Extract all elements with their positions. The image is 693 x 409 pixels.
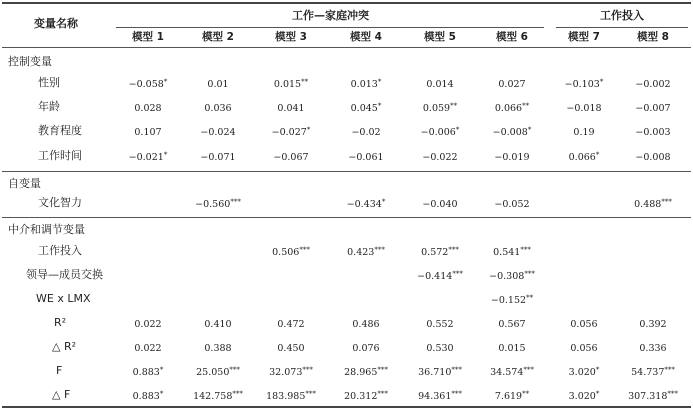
section-control: 控制变量 [8, 55, 52, 68]
significance-stars: *** [229, 366, 240, 374]
table-cell: 0.541*** [493, 246, 531, 258]
table-cell: 0.336 [639, 343, 667, 354]
bottom-rule [2, 406, 691, 408]
table-cell: 0.472 [277, 319, 305, 330]
model-header-2: 模型 2 [202, 31, 234, 43]
significance-stars: *** [232, 390, 243, 398]
significance-stars: ** [301, 78, 309, 86]
table-cell: −0.008 [635, 152, 671, 163]
row-label: 工作投入 [38, 244, 82, 257]
table-cell: 0.883* [132, 366, 164, 378]
model-header-7: 模型 7 [568, 31, 600, 43]
table-cell: 0.066** [494, 102, 530, 114]
significance-stars: *** [305, 390, 316, 398]
significance-stars: *** [451, 390, 462, 398]
significance-stars: * [527, 126, 532, 134]
table-cell: 3.020* [568, 366, 600, 378]
table-cell: 0.015 [498, 343, 526, 354]
significance-stars: *** [448, 246, 459, 254]
table-cell: 0.486 [352, 319, 380, 330]
row-label: R² [54, 316, 67, 329]
table-cell: −0.007 [635, 103, 671, 114]
table-cell: −0.003 [635, 127, 671, 138]
group-rule-engage [556, 27, 688, 28]
section-rule-independent [2, 171, 691, 172]
table-cell: 0.506*** [272, 246, 310, 258]
table-cell: 54.737*** [631, 366, 675, 378]
section-mediator: 中介和调节变量 [8, 223, 85, 236]
table-cell: 0.392 [639, 319, 667, 330]
table-cell: −0.019 [494, 152, 530, 163]
table-cell: 142.758*** [193, 390, 243, 402]
significance-stars: * [455, 126, 460, 134]
table-cell: −0.052 [494, 199, 530, 210]
table-cell: 34.574*** [490, 366, 534, 378]
table-cell: 0.059** [422, 102, 458, 114]
significance-stars: ** [450, 102, 458, 110]
row-label: 教育程度 [38, 124, 82, 137]
table-cell: 0.19 [573, 127, 595, 138]
table-cell: 0.056 [570, 319, 598, 330]
table-cell: 0.066* [568, 151, 600, 163]
row-label: △ F [52, 388, 71, 401]
row-label: 工作时间 [38, 149, 82, 162]
table-cell: 0.410 [204, 319, 232, 330]
significance-stars: * [163, 78, 168, 86]
row-label: △ R² [52, 340, 77, 353]
header-group-engage: 工作投入 [600, 9, 644, 22]
model-header-1: 模型 1 [132, 31, 164, 43]
row-label: WE x LMX [36, 292, 91, 305]
significance-stars: *** [299, 246, 310, 254]
table-cell: 0.014 [426, 79, 454, 90]
significance-stars: *** [664, 366, 675, 374]
table-cell: 36.710*** [418, 366, 462, 378]
significance-stars: ** [522, 102, 530, 110]
significance-stars: * [377, 78, 382, 86]
significance-stars: *** [523, 366, 534, 374]
significance-stars: * [159, 366, 164, 374]
significance-stars: * [595, 151, 600, 159]
row-label: 性别 [38, 76, 60, 89]
table-cell: 0.022 [134, 319, 162, 330]
table-cell: 94.361*** [418, 390, 462, 402]
significance-stars: *** [452, 270, 463, 278]
table-cell: −0.414*** [417, 270, 463, 282]
table-cell: −0.008* [492, 126, 532, 138]
table-cell: 0.076 [352, 343, 380, 354]
table-cell: 0.028 [134, 103, 162, 114]
table-cell: 0.567 [498, 319, 526, 330]
table-cell: −0.027* [271, 126, 311, 138]
table-cell: 183.985*** [266, 390, 316, 402]
significance-stars: *** [302, 366, 313, 374]
table-cell: 3.020* [568, 390, 600, 402]
table-cell: −0.040 [422, 199, 458, 210]
significance-stars: * [159, 390, 164, 398]
significance-stars: * [163, 151, 168, 159]
significance-stars: *** [667, 390, 678, 398]
table-cell: 0.423*** [347, 246, 385, 258]
table-cell: 0.041 [277, 103, 305, 114]
table-cell: 0.388 [204, 343, 232, 354]
table-cell: 0.022 [134, 343, 162, 354]
table-cell: −0.061 [348, 152, 384, 163]
table-cell: 0.027 [498, 79, 526, 90]
table-cell: 32.073*** [269, 366, 313, 378]
significance-stars: *** [524, 270, 535, 278]
table-cell: −0.058* [128, 78, 168, 90]
row-label: 文化智力 [38, 196, 82, 209]
table-cell: −0.021* [128, 151, 168, 163]
significance-stars: * [306, 126, 311, 134]
row-label: 年龄 [38, 100, 60, 113]
top-rule [2, 2, 691, 4]
table-cell: 25.050*** [196, 366, 240, 378]
table-cell: 0.883* [132, 390, 164, 402]
significance-stars: * [381, 198, 386, 206]
table-cell: 20.312*** [344, 390, 388, 402]
significance-stars: * [595, 390, 600, 398]
table-cell: 7.619** [494, 390, 530, 402]
table-cell: 0.107 [134, 127, 162, 138]
table-cell: 0.450 [277, 343, 305, 354]
table-cell: 0.045* [350, 102, 382, 114]
table-cell: −0.024 [200, 127, 236, 138]
table-cell: −0.002 [635, 79, 671, 90]
row-label: F [56, 364, 63, 377]
model-header-6: 模型 6 [496, 31, 528, 43]
table-cell: −0.560*** [195, 198, 241, 210]
header-bottom-rule [2, 47, 691, 48]
table-cell: 0.056 [570, 343, 598, 354]
significance-stars: *** [374, 246, 385, 254]
group-rule-wfc [116, 27, 544, 28]
significance-stars: ** [526, 294, 534, 302]
significance-stars: *** [451, 366, 462, 374]
table-cell: 28.965*** [344, 366, 388, 378]
table-cell: −0.006* [420, 126, 460, 138]
significance-stars: *** [661, 198, 672, 206]
significance-stars: *** [377, 390, 388, 398]
table-cell: 0.013* [350, 78, 382, 90]
model-header-4: 模型 4 [350, 31, 382, 43]
model-header-5: 模型 5 [424, 31, 456, 43]
model-header-3: 模型 3 [275, 31, 307, 43]
table-cell: 0.488*** [634, 198, 672, 210]
table-cell: −0.152** [490, 294, 534, 306]
table-cell: 0.552 [426, 319, 454, 330]
table-cell: −0.02 [351, 127, 381, 138]
table-cell: 0.036 [204, 103, 232, 114]
section-rule-mediator [2, 217, 691, 218]
table-cell: −0.067 [273, 152, 309, 163]
row-label: 领导—成员交换 [26, 268, 103, 281]
table-cell: −0.308*** [489, 270, 535, 282]
significance-stars: * [595, 366, 600, 374]
model-header-8: 模型 8 [637, 31, 669, 43]
table-cell: −0.103* [564, 78, 604, 90]
table-cell: −0.071 [200, 152, 236, 163]
header-group-wfc: 工作—家庭冲突 [292, 9, 369, 22]
table-cell: −0.434* [346, 198, 386, 210]
significance-stars: *** [520, 246, 531, 254]
table-cell: −0.018 [566, 103, 602, 114]
table-cell: −0.022 [422, 152, 458, 163]
significance-stars: ** [522, 390, 530, 398]
table-cell: 307.318*** [628, 390, 678, 402]
table-cell: 0.01 [207, 79, 229, 90]
table-cell: 0.015** [273, 78, 309, 90]
table-cell: 0.530 [426, 343, 454, 354]
significance-stars: *** [377, 366, 388, 374]
significance-stars: * [599, 78, 604, 86]
header-var-name: 变量名称 [34, 17, 78, 30]
significance-stars: *** [230, 198, 241, 206]
significance-stars: * [377, 102, 382, 110]
table-cell: 0.572*** [421, 246, 459, 258]
section-independent: 自变量 [8, 177, 41, 190]
